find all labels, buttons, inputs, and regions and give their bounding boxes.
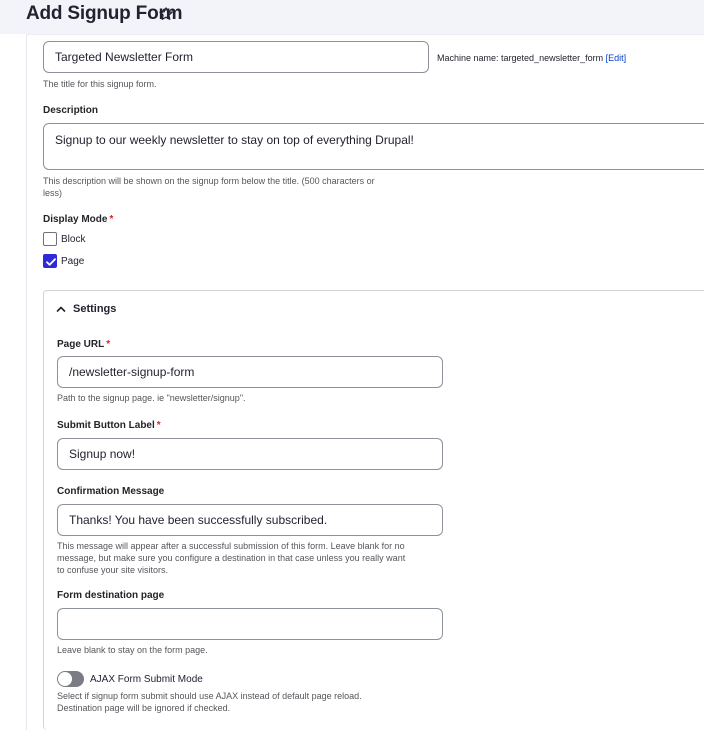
confirmation-help-line: This message will appear after a successful submission of this form. Leave blank for no [57, 541, 405, 551]
ajax-toggle[interactable] [57, 671, 84, 687]
machine-name-edit-link[interactable]: [Edit] [605, 53, 627, 63]
submit-label-input[interactable] [57, 438, 443, 470]
page-checkbox-label[interactable]: Page [61, 256, 85, 267]
content-region-top-border [26, 34, 704, 35]
display-mode-label-text: Display Mode [43, 214, 108, 225]
title-input-value: Targeted Newsletter Form [55, 50, 194, 64]
description-help [43, 175, 375, 199]
page-title: Add Signup Form [26, 3, 183, 24]
confirmation-description [57, 540, 405, 576]
description-textarea[interactable] [43, 123, 704, 170]
page-url-description: Path to the signup page. ie "newsletter/signup". [57, 393, 246, 403]
confirmation-input-value: Thanks! You have been successfully subscribed. [69, 513, 328, 527]
required-mark: * [106, 339, 111, 350]
description-help-line: This description will be shown on the signup form below the title. (500 characters or [43, 176, 375, 186]
content-region-border [26, 34, 27, 730]
confirmation-help-line: to confuse your site visitors. [57, 565, 169, 575]
confirmation-label: Confirmation Message [57, 486, 165, 497]
chevron-up-icon[interactable] [56, 304, 66, 314]
submit-label-label [57, 420, 161, 431]
page-checkbox[interactable] [43, 254, 57, 268]
block-checkbox-label[interactable]: Block [61, 234, 86, 245]
confirmation-input[interactable] [57, 504, 443, 536]
display-mode-label [43, 214, 113, 225]
title-description: The title for this signup form. [43, 79, 157, 89]
block-checkbox[interactable] [43, 232, 57, 246]
required-mark: * [109, 214, 114, 225]
destination-label: Form destination page [57, 590, 165, 601]
destination-input[interactable] [57, 608, 443, 640]
required-mark: * [156, 420, 161, 431]
submit-label-label-text: Submit Button Label [57, 420, 155, 431]
checkmark-icon [45, 256, 57, 268]
ajax-toggle-knob [58, 672, 72, 686]
page-url-label [57, 339, 110, 350]
page-url-input[interactable] [57, 356, 443, 388]
ajax-help-line: Destination page will be ignored if checked. [57, 703, 231, 713]
ajax-help-line: Select if signup form submit should use AJAX instead of default page reload. [57, 691, 362, 701]
star-outline-icon[interactable] [158, 6, 174, 22]
ajax-toggle-label[interactable]: AJAX Form Submit Mode [90, 674, 203, 685]
description-label: Description [43, 105, 99, 116]
ajax-description [57, 690, 362, 714]
title-input[interactable] [43, 41, 429, 73]
machine-name-text: Machine name: targeted_newsletter_form [437, 53, 604, 63]
description-help-line: less) [43, 188, 63, 198]
submit-label-input-value: Signup now! [69, 447, 136, 461]
confirmation-help-line: message, but make sure you configure a destination in that case unless you really want [57, 553, 406, 563]
machine-name [437, 53, 626, 63]
page-url-input-value: /newsletter-signup-form [69, 365, 195, 379]
description-textarea-value: Signup to our weekly newsletter to stay on top of everything Drupal! [55, 133, 414, 147]
settings-summary[interactable]: Settings [73, 303, 117, 315]
page-url-label-text: Page URL [57, 339, 105, 350]
destination-description: Leave blank to stay on the form page. [57, 645, 208, 655]
